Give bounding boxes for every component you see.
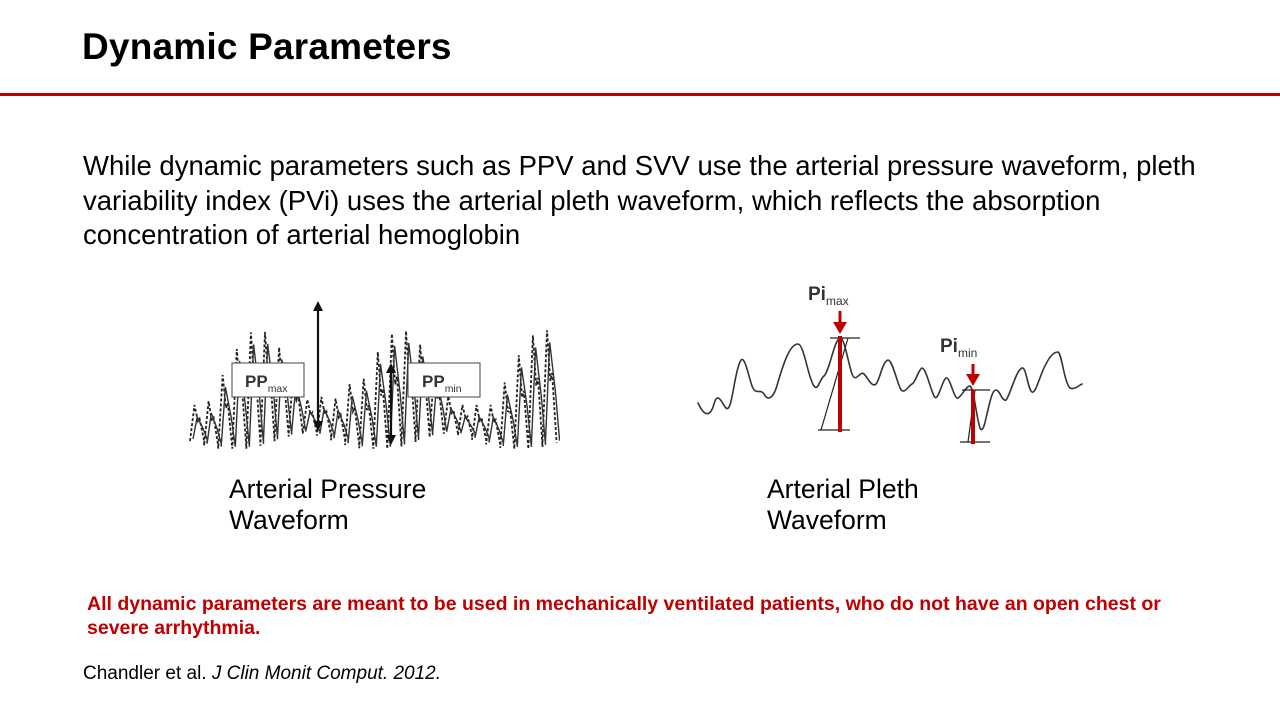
caption-line: Waveform [229,505,349,535]
pi-max-arrow-icon [833,311,847,334]
pp-min-label: PP [422,372,445,391]
pi-min-label: Pi [940,336,958,357]
arterial-pressure-caption [229,474,426,536]
pp-max-subscript: max [267,383,288,395]
citation-journal: J Clin Monit Comput. 2012. [211,663,442,684]
caption-line: Arterial Pleth [767,474,919,504]
body-text: While dynamic parameters such as PPV and SVV use the arterial pressure waveform, pleth variability index (PVi) uses the arterial pleth waveform, which reflects the absorption concentration of arterial hemoglobin [83,150,1196,250]
pp-max-label: PP [245,372,268,391]
pi-max-label: Pi [808,284,826,305]
pi-max-label-text [808,284,849,308]
caption-line: Waveform [767,505,887,535]
pi-max-subscript: max [825,294,849,308]
citation-authors: Chandler et al. [83,663,207,684]
pi-max-bar [838,336,842,432]
citation [83,663,441,685]
pleth-waveform-trace [698,338,1082,430]
pp-max-arrow [313,301,323,431]
pi-min-label-text [940,336,977,360]
arterial-pressure-waveform-figure [185,295,560,460]
arterial-pleth-waveform-figure [690,278,1090,448]
ventilation-warning: All dynamic parameters are meant to be used in mechanically ventilated patients, who do not have an open chest or severe arrhythmia. [87,593,1161,639]
pi-min-arrow-icon [966,364,980,386]
pp-min-label-box [408,363,480,397]
caption-line: Arterial Pressure [229,474,427,504]
slide-title: Dynamic Parameters [82,26,452,67]
arterial-pleth-caption [767,474,919,536]
pi-min-subscript: min [957,346,978,360]
pi-min-bar [971,390,975,444]
pp-min-subscript: min [444,383,462,395]
pp-max-label-box [232,363,304,397]
title-divider [0,93,1280,96]
arterial-pressure-waveform-svg [185,295,560,460]
arterial-pleth-waveform-svg [690,278,1090,448]
